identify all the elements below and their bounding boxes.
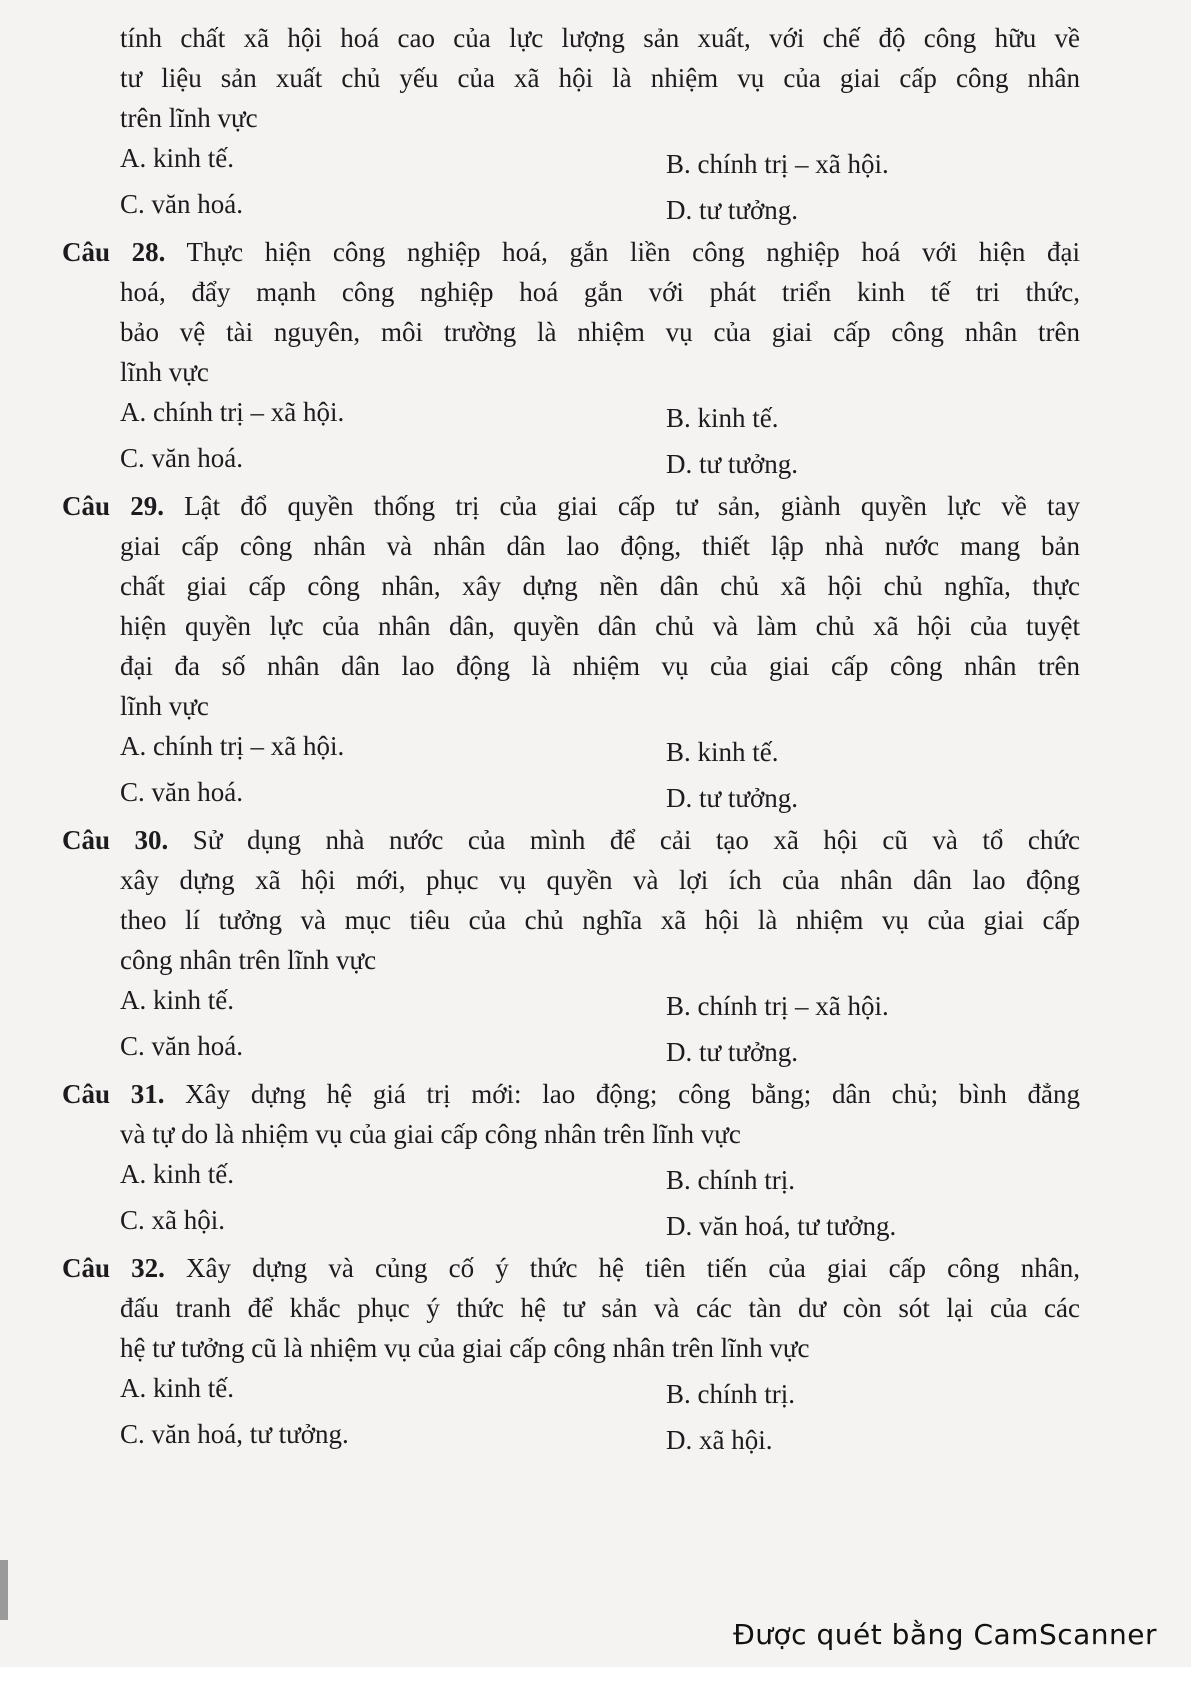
option-d: D. tư tưởng.: [666, 195, 799, 225]
question-text: Lật đổ quyền thống trị của giai cấp tư sản, giành quyền lực về tay: [184, 491, 1080, 521]
question-text-line: lĩnh vực: [120, 691, 209, 721]
question-30: [62, 820, 1080, 1072]
intro-line-2: tư liệu sản xuất chủ yếu của xã hội là nhiệm vụ của giai cấp công nhân: [120, 63, 1080, 93]
question-text-line: hệ tư tưởng cũ là nhiệm vụ của giai cấp công nhân trên lĩnh vực: [120, 1333, 810, 1363]
option-row: [62, 980, 1080, 1026]
intro-line-1: tính chất xã hội hoá cao của lực lượng sản xuất, với chế độ công hữu về: [120, 23, 1080, 53]
question-label: Câu 28.: [62, 237, 166, 267]
scan-edge-shadow: [0, 1560, 8, 1620]
question-label: Câu 29.: [62, 491, 164, 521]
option-b: B. chính trị.: [666, 1165, 795, 1195]
option-c: C. văn hoá.: [120, 1031, 243, 1061]
option-b: B. kinh tế.: [666, 403, 779, 433]
option-row: [62, 1026, 1080, 1072]
option-c: C. văn hoá.: [120, 777, 243, 807]
question-text-line: chất giai cấp công nhân, xây dựng nền dân chủ xã hội chủ nghĩa, thực: [120, 571, 1080, 601]
option-d: D. văn hoá, tư tưởng.: [666, 1211, 897, 1241]
page-content: [62, 18, 1080, 1460]
option-row: [62, 1414, 1080, 1460]
question-text-line: đấu tranh để khắc phục ý thức hệ tư sản và các tàn dư còn sót lại của các: [120, 1293, 1080, 1323]
option-row: [62, 392, 1080, 438]
question-29: [62, 486, 1080, 818]
option-row: [62, 438, 1080, 484]
option-row: [62, 1200, 1080, 1246]
question-text-line: bảo vệ tài nguyên, môi trường là nhiệm vụ của giai cấp công nhân trên: [120, 317, 1080, 347]
question-31: [62, 1074, 1080, 1246]
option-d: D. tư tưởng.: [666, 449, 799, 479]
question-label: Câu 32.: [62, 1253, 165, 1283]
question-text-line: lĩnh vực: [120, 357, 209, 387]
question-text-line: xây dựng xã hội mới, phục vụ quyền và lợi ích của nhân dân lao động: [120, 865, 1080, 895]
option-c: C. xã hội.: [120, 1205, 225, 1235]
question-text-line: theo lí tưởng và mục tiêu của chủ nghĩa xã hội là nhiệm vụ của giai cấp: [120, 905, 1080, 935]
question-text: Xây dựng và củng cố ý thức hệ tiên tiến của giai cấp công nhân,: [186, 1253, 1080, 1283]
question-text-line: công nhân trên lĩnh vực: [120, 945, 377, 975]
option-c: C. văn hoá.: [120, 443, 243, 473]
question-28: [62, 232, 1080, 484]
option-a: A. kinh tế.: [120, 1159, 234, 1189]
option-a: A. chính trị – xã hội.: [120, 397, 345, 427]
intro-line-3: trên lĩnh vực: [120, 103, 258, 133]
intro-block: [62, 18, 1080, 230]
question-label: Câu 31.: [62, 1079, 165, 1109]
scanner-watermark: Được quét bằng CamScanner: [733, 1618, 1157, 1651]
bottom-edge: [0, 1667, 1191, 1685]
option-row: [62, 1154, 1080, 1200]
question-text: Xây dựng hệ giá trị mới: lao động; công bằng; dân chủ; bình đẳng: [185, 1079, 1081, 1109]
option-b: B. chính trị – xã hội.: [666, 991, 889, 1021]
question-label: Câu 30.: [62, 825, 169, 855]
option-c: C. văn hoá.: [120, 189, 243, 219]
option-d: D. xã hội.: [666, 1425, 773, 1455]
option-b: B. chính trị.: [666, 1379, 795, 1409]
option-row: [62, 138, 1080, 184]
option-a: A. kinh tế.: [120, 985, 234, 1015]
option-a: A. kinh tế.: [120, 143, 234, 173]
question-text: Sử dụng nhà nước của mình để cải tạo xã hội cũ và tổ chức: [192, 825, 1080, 855]
option-a: A. chính trị – xã hội.: [120, 731, 345, 761]
option-d: D. tư tưởng.: [666, 1037, 799, 1067]
option-row: [62, 726, 1080, 772]
question-text: Thực hiện công nghiệp hoá, gắn liền công nghiệp hoá với hiện đại: [186, 237, 1080, 267]
option-row: [62, 184, 1080, 230]
option-d: D. tư tưởng.: [666, 783, 799, 813]
option-row: [62, 1368, 1080, 1414]
question-text-line: hoá, đẩy mạnh công nghiệp hoá gắn với phát triển kinh tế tri thức,: [120, 277, 1080, 307]
question-text-line: và tự do là nhiệm vụ của giai cấp công nhân trên lĩnh vực: [120, 1119, 741, 1149]
option-b: B. kinh tế.: [666, 737, 779, 767]
option-a: A. kinh tế.: [120, 1373, 234, 1403]
question-text-line: giai cấp công nhân và nhân dân lao động, thiết lập nhà nước mang bản: [120, 531, 1080, 561]
option-b: B. chính trị – xã hội.: [666, 149, 889, 179]
question-text-line: hiện quyền lực của nhân dân, quyền dân chủ và làm chủ xã hội của tuyệt: [120, 611, 1080, 641]
question-text-line: đại đa số nhân dân lao động là nhiệm vụ của giai cấp công nhân trên: [120, 651, 1080, 681]
option-row: [62, 772, 1080, 818]
option-c: C. văn hoá, tư tưởng.: [120, 1419, 349, 1449]
question-32: [62, 1248, 1080, 1460]
